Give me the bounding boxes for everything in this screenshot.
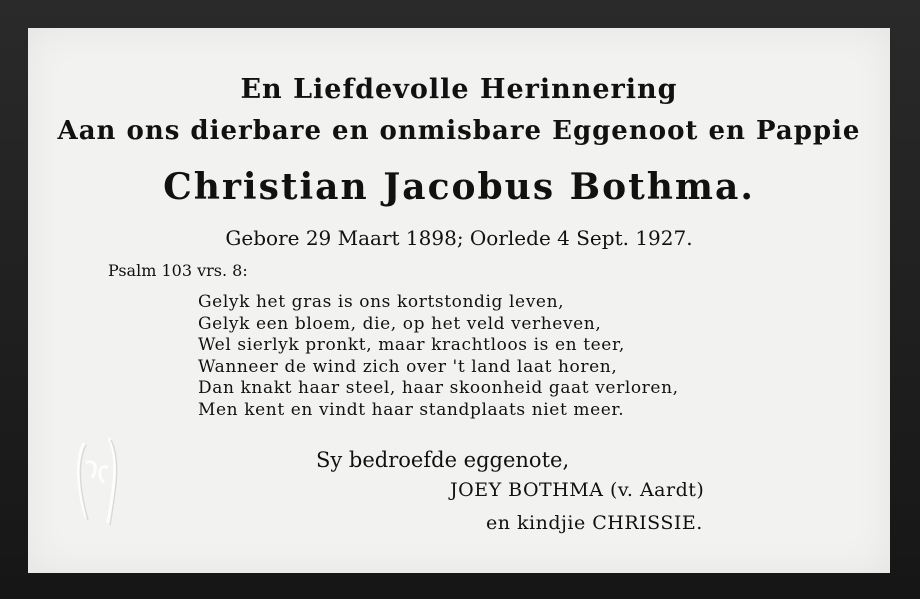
signature-mourner-line: Sy bedroefde eggenote,: [316, 448, 570, 472]
poem-line: Dan knakt haar steel, haar skoonheid gaat verloren,: [198, 378, 679, 398]
memorial-card: [28, 28, 890, 573]
signature-wife-name: JOEY BOTHMA (v. Aardt): [450, 479, 705, 501]
poem-line: Wel sierlyk pronkt, maar krachtloos is en teer,: [198, 335, 625, 355]
heading-dedication: Aan ons dierbare en onmisbare Eggenoot en Pappie: [57, 116, 861, 146]
poem-verse: [198, 292, 679, 421]
signature-child-name: en kindjie CHRISSIE.: [486, 512, 703, 534]
birth-death-dates: Gebore 29 Maart 1898; Oorlede 4 Sept. 1927.: [225, 226, 693, 250]
poem-line: Gelyk het gras is ons kortstondig leven,: [198, 292, 565, 312]
poem-line: Gelyk een bloem, die, op het veld verheven,: [198, 313, 602, 334]
psalm-reference: Psalm 103 vrs. 8:: [108, 261, 248, 280]
deceased-name: Christian Jacobus Bothma.: [163, 166, 755, 208]
embossed-flower-icon: [64, 423, 134, 533]
heading-remembrance: En Liefdevolle Herinnering: [240, 74, 678, 105]
poem-line: Wanneer de wind zich over 't land laat horen,: [198, 356, 618, 377]
poem-line: Men kent en vindt haar standplaats niet meer.: [198, 399, 625, 420]
